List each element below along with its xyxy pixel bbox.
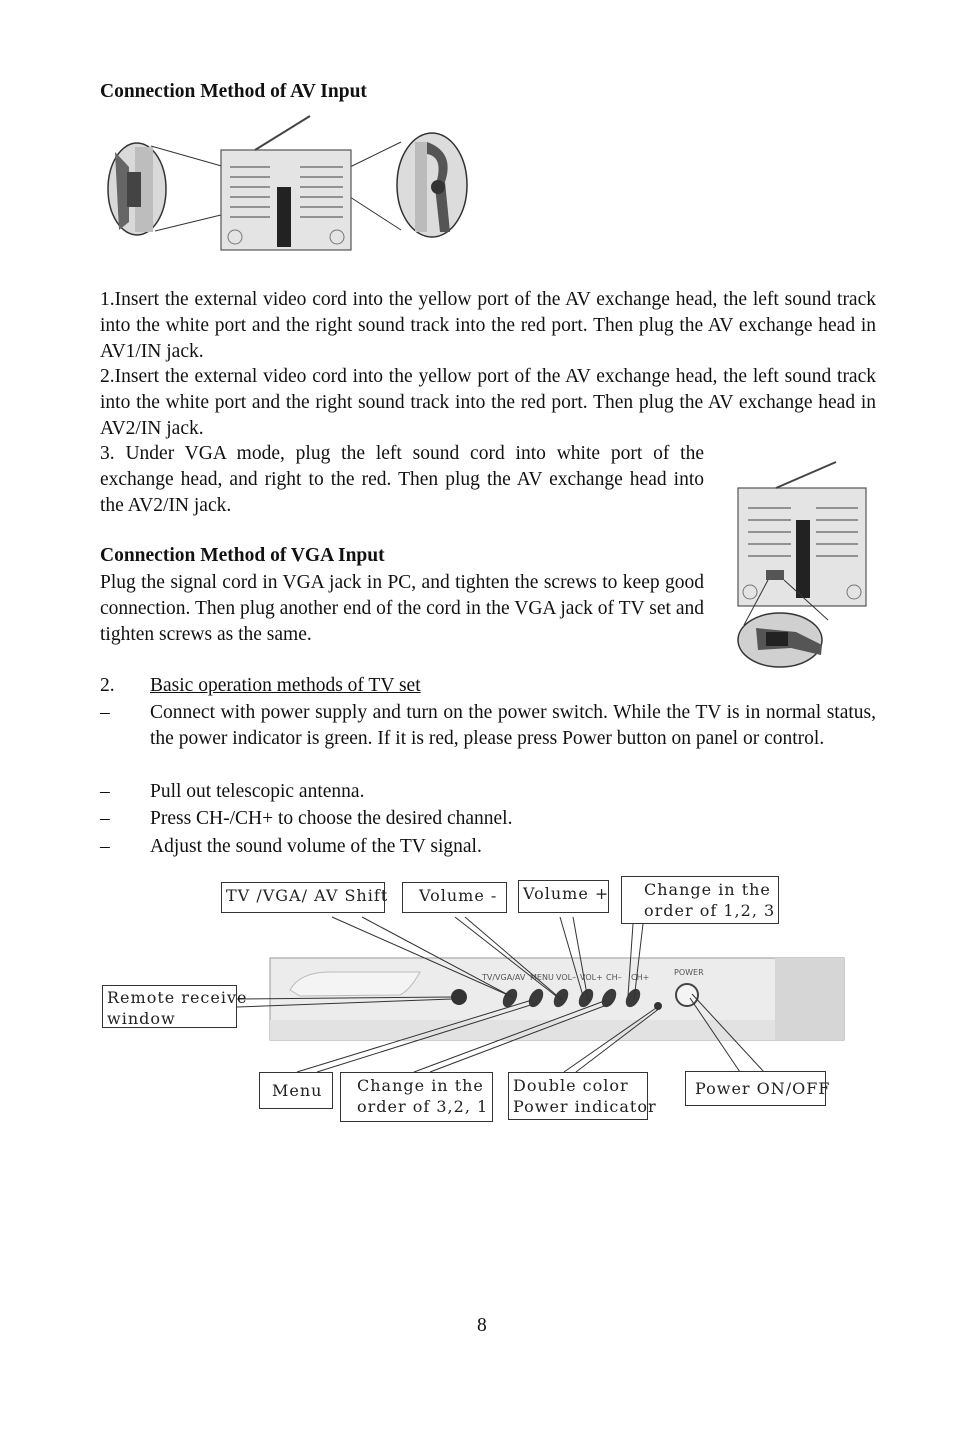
- panel-label-volm: VOL–: [556, 973, 577, 982]
- bullet-dash: –: [100, 808, 110, 829]
- power-button: [676, 984, 698, 1006]
- list-item: [0, 779, 954, 805]
- callout-change-321-line2: order of 3,2, 1: [357, 1097, 489, 1116]
- bullet-dash: –: [100, 702, 110, 723]
- av-input-illustration: [105, 112, 475, 257]
- panel-label-volp: VOL+: [580, 973, 603, 982]
- list-item: [0, 834, 954, 860]
- panel-label-menu: MENU: [530, 973, 554, 982]
- callout-power-on-off: Power ON/OFF: [685, 1071, 826, 1106]
- list-item: [0, 700, 954, 778]
- page-number: 8: [477, 1315, 487, 1336]
- vga-input-heading: Connection Method of VGA Input: [100, 545, 385, 566]
- callout-power-indicator: [508, 1072, 657, 1120]
- av-step-1: 1.Insert the external video cord into the yellow port of the AV exchange head, the left sound track into the white port and the right sound track into the red port. Then plug the AV exchange head in AV1/IN jack.: [100, 289, 876, 362]
- bullet-dash: –: [100, 781, 110, 802]
- callout-indicator-line2: Power indicator: [513, 1097, 657, 1116]
- panel-label-power: POWER: [674, 968, 704, 977]
- callout-change-order-321: [340, 1072, 493, 1122]
- av-step-2: 2.Insert the external video cord into the yellow port of the AV exchange head, the left sound track into the white port and the right sound track into the red port. Then plug the AV exchange head in AV2/IN jack.: [100, 366, 876, 439]
- basic-ops-title-row: [0, 673, 954, 699]
- callout-remote-line1: Remote receive: [107, 988, 248, 1007]
- basic-ops-title: Basic operation methods of TV set: [150, 675, 421, 696]
- remote-receive-window: [451, 989, 467, 1005]
- list-item-text: Press CH-/CH+ to choose the desired channel.: [150, 808, 513, 829]
- vga-input-description: Plug the signal cord in VGA jack in PC, and tighten the screws to keep good connection. Then plug another end of the cord in the VGA jack of TV set and tighten screws as the same.: [100, 572, 704, 645]
- callout-remote-line2: window: [107, 1009, 176, 1028]
- callout-change-order-123: [621, 876, 779, 924]
- panel-label-tvvgaav: TV/VGA/AV: [482, 973, 526, 982]
- callout-tv-vga-av-shift: TV /VGA/ AV Shift: [221, 882, 385, 913]
- panel-label-chm: CH–: [606, 973, 622, 982]
- av-input-heading: Connection Method of AV Input: [100, 81, 367, 102]
- section-number: 2.: [100, 675, 115, 696]
- list-item-text: Connect with power supply and turn on the power switch. While the TV is in normal status, the power indicator is green. If it is red, please press Power button on panel or control.: [150, 702, 876, 749]
- av-step-3: 3. Under VGA mode, plug the left sound cord into white port of the exchange head, and right to the red. Then plug the AV exchange head into the AV2/IN jack.: [100, 443, 704, 516]
- callout-change-123-line1: Change in the: [644, 880, 771, 899]
- callout-remote-receive-window: [102, 985, 248, 1028]
- list-item-text: Pull out telescopic antenna.: [150, 781, 365, 802]
- callout-menu: Menu: [259, 1072, 333, 1109]
- list-item-text: Adjust the sound volume of the TV signal.: [150, 836, 482, 857]
- list-item: [0, 806, 954, 832]
- callout-change-123-line2: order of 1,2, 3: [644, 901, 776, 920]
- bullet-dash: –: [100, 836, 110, 857]
- callout-volume-minus: Volume -: [402, 882, 507, 913]
- panel-label-chp: CH+: [631, 973, 650, 982]
- callout-change-321-line1: Change in the: [357, 1076, 484, 1095]
- callout-indicator-line1: Double color: [513, 1076, 629, 1095]
- vga-input-illustration: [736, 460, 871, 670]
- callout-volume-plus: Volume +: [518, 880, 609, 913]
